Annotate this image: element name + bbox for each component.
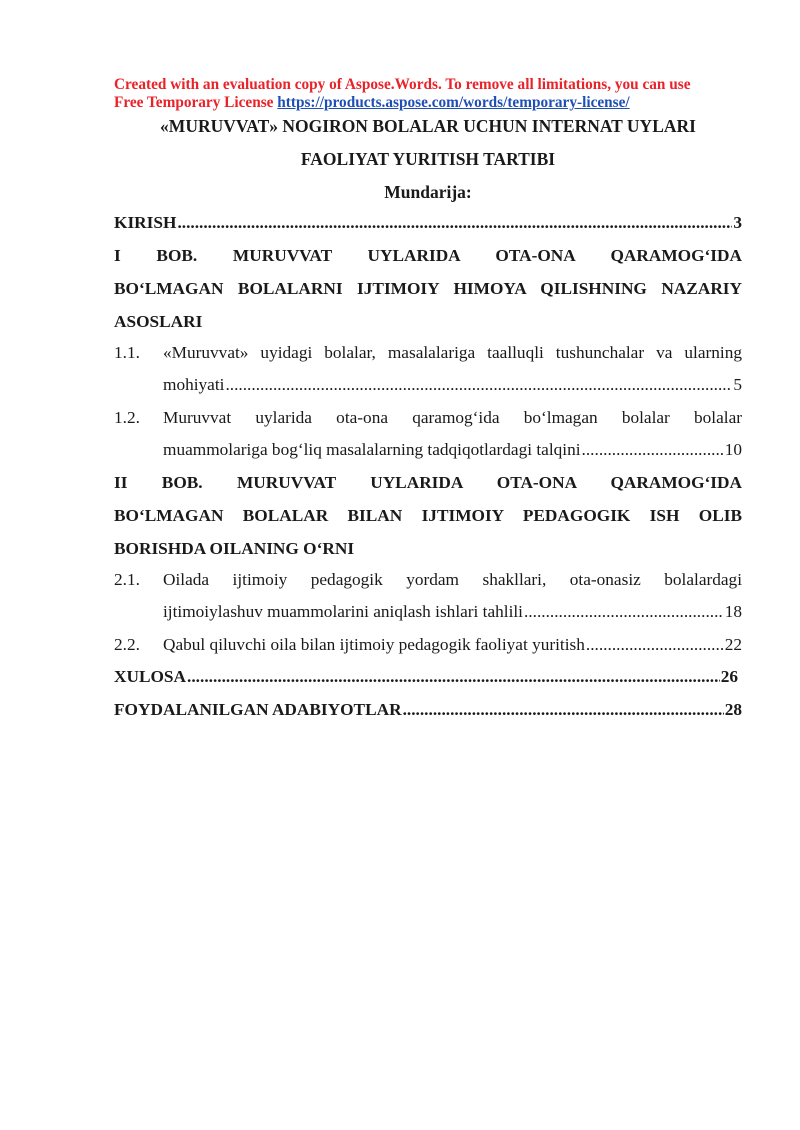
- document-title-line-1: «MURUVVAT» NOGIRON BOLALAR UCHUN INTERNAT UYLARI: [160, 116, 696, 136]
- toc-section-number: 2.2.: [114, 635, 140, 654]
- toc-section-1-1-line-1[interactable]: «Muruvvat» uyidagi bolalar, masalalariga taalluqli tushunchalar va ularning: [163, 343, 742, 362]
- toc-page-number: 5: [733, 375, 742, 394]
- toc-leader: [403, 700, 724, 720]
- toc-chapter-2-line-3[interactable]: BORISHDA OILANING O‘RNI: [114, 539, 355, 558]
- toc-chapter-2-line-2[interactable]: BO‘LMAGAN BOLALAR BILAN IJTIMOIY PEDAGOGIK ISH OLIB: [114, 506, 742, 525]
- watermark-line-1: Created with an evaluation copy of Aspose.Words. To remove all limitations, you can use: [114, 76, 691, 93]
- toc-label: ijtimoiylashuv muammolarini aniqlash ishlari tahlili: [163, 602, 523, 621]
- toc-section-1-1-line-2[interactable]: [163, 375, 742, 395]
- toc-page-number: 26: [720, 667, 738, 686]
- toc-chapter-1-line-1[interactable]: I BOB. MURUVVAT UYLARIDA OTA-ONA QARAMOG‘IDA: [114, 246, 742, 265]
- evaluation-watermark: [114, 76, 754, 112]
- toc-label: muammolariga bog‘liq masalalarning tadqiqotlardagi talqini: [163, 440, 581, 459]
- document-title-line-2: FAOLIYAT YURITISH TARTIBI: [300, 149, 556, 169]
- toc-section-2-2[interactable]: [163, 635, 742, 655]
- toc-section-2-1-line-2[interactable]: [163, 602, 742, 622]
- toc-entry-xulosa[interactable]: [114, 667, 738, 687]
- toc-section-1-2-line-2[interactable]: [163, 440, 742, 460]
- contents-heading: Mundarija:: [384, 182, 472, 202]
- toc-section-number: 1.1.: [114, 343, 140, 362]
- toc-label: FOYDALANILGAN ADABIYOTLAR: [114, 700, 402, 719]
- toc-leader: [187, 667, 720, 687]
- toc-label: mohiyati: [163, 375, 225, 394]
- toc-page-number: 22: [724, 635, 742, 654]
- toc-section-number: 2.1.: [114, 570, 140, 589]
- toc-label: KIRISH: [114, 213, 177, 232]
- toc-leader: [524, 602, 724, 622]
- toc-leader: [582, 440, 724, 460]
- toc-section-number: 1.2.: [114, 408, 140, 427]
- toc-page-number: 18: [724, 602, 742, 621]
- toc-page-number: 3: [733, 213, 742, 232]
- toc-label: XULOSA: [114, 667, 187, 686]
- license-link[interactable]: https://products.aspose.com/words/temporary-license/: [277, 94, 630, 111]
- toc-entry-adabiyotlar[interactable]: [114, 700, 742, 720]
- toc-page-number: 28: [724, 700, 742, 719]
- toc-label: Qabul qiluvchi oila bilan ijtimoiy pedagogik faoliyat yuritish: [163, 635, 585, 654]
- toc-chapter-1-line-3[interactable]: ASOSLARI: [114, 312, 203, 331]
- toc-entry-kirish[interactable]: [114, 213, 742, 233]
- toc-leader: [586, 635, 724, 655]
- toc-section-1-2-line-1[interactable]: Muruvvat uylarida ota-ona qaramog‘ida bo‘lmagan bolalar bolalar: [163, 408, 742, 427]
- watermark-line-2: [114, 94, 754, 112]
- toc-chapter-1-line-2[interactable]: BO‘LMAGAN BOLALARNI IJTIMOIY HIMOYA QILISHNING NAZARIY: [114, 279, 742, 298]
- toc-leader: [225, 375, 732, 395]
- toc-section-2-1-line-1[interactable]: Oilada ijtimoiy pedagogik yordam shakllari, ota-onasiz bolalardagi: [163, 570, 742, 589]
- toc-chapter-2-line-1[interactable]: II BOB. MURUVVAT UYLARIDA OTA-ONA QARAMOG‘IDA: [114, 473, 742, 492]
- watermark-prefix: Free Temporary License: [114, 94, 278, 111]
- toc-leader: [177, 213, 732, 233]
- toc-page-number: 10: [724, 440, 742, 459]
